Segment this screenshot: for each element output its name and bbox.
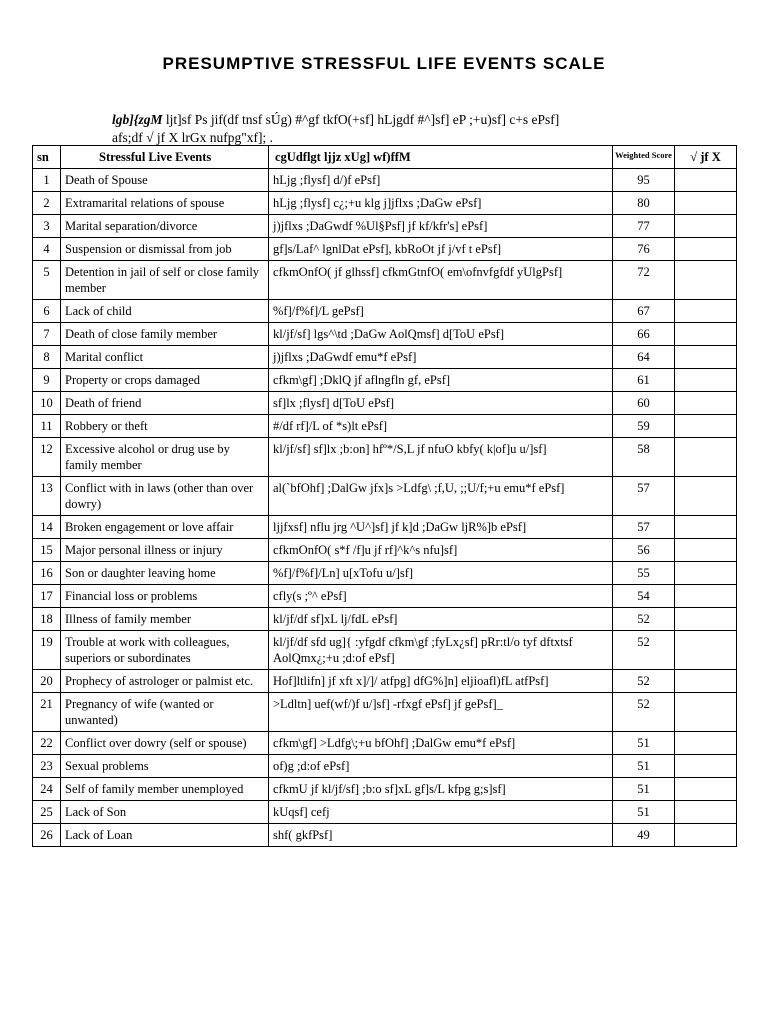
row-sn: 10	[33, 392, 61, 415]
row-event: Detention in jail of self or close family member	[61, 261, 269, 300]
row-weighted-score: 57	[613, 516, 675, 539]
row-weighted-score: 57	[613, 477, 675, 516]
row-check-cell[interactable]	[675, 631, 737, 670]
row-check-cell[interactable]	[675, 346, 737, 369]
row-event: Son or daughter leaving home	[61, 562, 269, 585]
table-row	[33, 477, 737, 516]
header-nepali: cgUdflgt ljjz xUg] wf)ffM	[269, 146, 613, 169]
row-nepali: %f]/f%f]/L gePsf]	[269, 300, 613, 323]
row-nepali: kl/jf/df sfd ug]{ :yfgdf cfkm\gf ;fyLx¿sf] pRr:tl/o tyf dftxtsf AolQmx¿;+u ;d:of ePsf]	[269, 631, 613, 670]
intro-line-1: ljt]sf Ps jif(df tnsf sÚg) #^gf tkfO(+sf] hLjgdf #^]sf] eP ;+u)sf] c+s ePsf]	[165, 112, 560, 127]
row-event: Self of family member unemployed	[61, 778, 269, 801]
row-sn: 14	[33, 516, 61, 539]
row-check-cell[interactable]	[675, 585, 737, 608]
header-weighted-score: Weighted Score	[613, 146, 675, 169]
row-nepali: kUqsf] cefj	[269, 801, 613, 824]
row-check-cell[interactable]	[675, 670, 737, 693]
row-sn: 24	[33, 778, 61, 801]
table-row	[33, 438, 737, 477]
row-weighted-score: 66	[613, 323, 675, 346]
row-nepali: cfkm\gf] >Ldfg\;+u bfOhf] ;DalGw emu*f ePsf]	[269, 732, 613, 755]
table-row	[33, 670, 737, 693]
row-weighted-score: 72	[613, 261, 675, 300]
row-sn: 3	[33, 215, 61, 238]
row-event: Pregnancy of wife (wanted or unwanted)	[61, 693, 269, 732]
row-weighted-score: 49	[613, 824, 675, 847]
row-nepali: kl/jf/df sf]xL lj/fdL ePsf]	[269, 608, 613, 631]
table-row	[33, 755, 737, 778]
row-nepali: sf]lx ;flysf] d[ToU ePsf]	[269, 392, 613, 415]
row-nepali: ljjfxsf] nflu jrg ^U^]sf] jf k]d ;DaGw ljR%]b ePsf]	[269, 516, 613, 539]
row-event: Marital conflict	[61, 346, 269, 369]
table-row	[33, 192, 737, 215]
row-sn: 22	[33, 732, 61, 755]
row-sn: 7	[33, 323, 61, 346]
row-event: Excessive alcohol or drug use by family member	[61, 438, 269, 477]
row-event: Broken engagement or love affair	[61, 516, 269, 539]
row-sn: 9	[33, 369, 61, 392]
row-event: Conflict with in laws (other than over dowry)	[61, 477, 269, 516]
row-check-cell[interactable]	[675, 693, 737, 732]
row-check-cell[interactable]	[675, 392, 737, 415]
row-event: Sexual problems	[61, 755, 269, 778]
row-sn: 2	[33, 192, 61, 215]
row-nepali: cfkmOnfO( s*f /f]u jf rf]^k^s nfu]sf]	[269, 539, 613, 562]
row-sn: 6	[33, 300, 61, 323]
row-check-cell[interactable]	[675, 369, 737, 392]
row-event: Death of close family member	[61, 323, 269, 346]
row-sn: 1	[33, 169, 61, 192]
row-check-cell[interactable]	[675, 192, 737, 215]
row-check-cell[interactable]	[675, 300, 737, 323]
row-sn: 21	[33, 693, 61, 732]
table-row	[33, 585, 737, 608]
row-sn: 25	[33, 801, 61, 824]
row-event: Lack of Son	[61, 801, 269, 824]
row-check-cell[interactable]	[675, 608, 737, 631]
row-event: Trouble at work with colleagues, superiors or subordinates	[61, 631, 269, 670]
table-row	[33, 824, 737, 847]
row-weighted-score: 76	[613, 238, 675, 261]
row-nepali: j)jflxs ;DaGwdf %Ul§Psf] jf kf/kfr's] ePsf]	[269, 215, 613, 238]
row-event: Extramarital relations of spouse	[61, 192, 269, 215]
row-sn: 20	[33, 670, 61, 693]
row-event: Lack of child	[61, 300, 269, 323]
row-nepali: gf]s/Laf^ lgnlDat ePsf], kbRoOt jf j/vf t ePsf]	[269, 238, 613, 261]
row-check-cell[interactable]	[675, 215, 737, 238]
table-row	[33, 631, 737, 670]
row-event: Major personal illness or injury	[61, 539, 269, 562]
table-row	[33, 539, 737, 562]
row-nepali: %f]/f%f]/Ln] u[xTofu u/]sf]	[269, 562, 613, 585]
row-weighted-score: 80	[613, 192, 675, 215]
row-weighted-score: 61	[613, 369, 675, 392]
row-event: Property or crops damaged	[61, 369, 269, 392]
row-check-cell[interactable]	[675, 778, 737, 801]
row-event: Financial loss or problems	[61, 585, 269, 608]
row-event: Lack of Loan	[61, 824, 269, 847]
row-nepali: cfkmOnfO( jf glhssf] cfkmGtnfO( em\ofnvfgfdf yUlgPsf]	[269, 261, 613, 300]
row-nepali: hLjg ;flysf] c¿;+u klg j]jflxs ;DaGw ePsf]	[269, 192, 613, 215]
row-check-cell[interactable]	[675, 732, 737, 755]
table-row	[33, 215, 737, 238]
row-nepali: #/df rf]/L of *s)lt ePsf]	[269, 415, 613, 438]
row-weighted-score: 58	[613, 438, 675, 477]
intro-lead: lgb]{zgM	[112, 112, 163, 127]
row-weighted-score: 60	[613, 392, 675, 415]
table-row	[33, 238, 737, 261]
header-sn: sn	[33, 146, 61, 169]
events-table	[32, 145, 737, 847]
row-sn: 26	[33, 824, 61, 847]
row-sn: 16	[33, 562, 61, 585]
row-weighted-score: 59	[613, 415, 675, 438]
row-sn: 15	[33, 539, 61, 562]
intro-text	[112, 111, 672, 147]
row-check-cell[interactable]	[675, 238, 737, 261]
row-weighted-score: 52	[613, 693, 675, 732]
header-row	[33, 146, 737, 169]
table-row	[33, 300, 737, 323]
table-row	[33, 323, 737, 346]
row-sn: 8	[33, 346, 61, 369]
row-weighted-score: 51	[613, 732, 675, 755]
row-weighted-score: 51	[613, 801, 675, 824]
row-nepali: hLjg ;flysf] d/)f ePsf]	[269, 169, 613, 192]
table-row	[33, 369, 737, 392]
row-sn: 13	[33, 477, 61, 516]
row-sn: 23	[33, 755, 61, 778]
table-row	[33, 801, 737, 824]
row-weighted-score: 55	[613, 562, 675, 585]
row-weighted-score: 52	[613, 631, 675, 670]
row-event: Death of Spouse	[61, 169, 269, 192]
header-check: √ jf X	[675, 146, 737, 169]
table-row	[33, 261, 737, 300]
row-weighted-score: 56	[613, 539, 675, 562]
row-event: Suspension or dismissal from job	[61, 238, 269, 261]
row-nepali: al(`bfOhf] ;DalGw jfx]s >Ldfg\ ;f,U, ;;U/f;+u emu*f ePsf]	[269, 477, 613, 516]
row-weighted-score: 67	[613, 300, 675, 323]
row-weighted-score: 64	[613, 346, 675, 369]
table-row	[33, 346, 737, 369]
table-row	[33, 608, 737, 631]
row-nepali: j)jflxs ;DaGwdf emu*f ePsf]	[269, 346, 613, 369]
row-sn: 4	[33, 238, 61, 261]
row-check-cell[interactable]	[675, 323, 737, 346]
row-sn: 19	[33, 631, 61, 670]
row-nepali: kl/jf/sf] sf]lx ;b:on] hfº*/S,L jf nfuO kbfy( k|of]u u/]sf]	[269, 438, 613, 477]
row-weighted-score: 54	[613, 585, 675, 608]
table-row	[33, 169, 737, 192]
table-row	[33, 562, 737, 585]
row-event: Death of friend	[61, 392, 269, 415]
intro-line-2: afs;df √ jf X lrGx nufpg"xf]; .	[112, 130, 274, 145]
row-event: Conflict over dowry (self or spouse)	[61, 732, 269, 755]
row-sn: 12	[33, 438, 61, 477]
row-check-cell[interactable]	[675, 562, 737, 585]
row-weighted-score: 51	[613, 778, 675, 801]
table-row	[33, 693, 737, 732]
row-check-cell[interactable]	[675, 438, 737, 477]
row-check-cell[interactable]	[675, 169, 737, 192]
row-event: Robbery or theft	[61, 415, 269, 438]
row-check-cell[interactable]	[675, 801, 737, 824]
row-check-cell[interactable]	[675, 261, 737, 300]
row-check-cell[interactable]	[675, 755, 737, 778]
table-row	[33, 516, 737, 539]
row-nepali: of)g ;d:of ePsf]	[269, 755, 613, 778]
page-title: PRESUMPTIVE STRESSFUL LIFE EVENTS SCALE	[162, 54, 606, 73]
row-nepali: Hof]ltlifn] jf xft x]/]/ atfpg] dfG%]n] eljioafl)fL atfPsf]	[269, 670, 613, 693]
row-check-cell[interactable]	[675, 539, 737, 562]
row-nepali: cfly(s ;º^ ePsf]	[269, 585, 613, 608]
row-nepali: kl/jf/sf] lgs^\td ;DaGw AolQmsf] d[ToU ePsf]	[269, 323, 613, 346]
table-row	[33, 732, 737, 755]
row-sn: 11	[33, 415, 61, 438]
row-event: Illness of family member	[61, 608, 269, 631]
row-check-cell[interactable]	[675, 516, 737, 539]
table-row	[33, 392, 737, 415]
row-weighted-score: 52	[613, 608, 675, 631]
row-weighted-score: 52	[613, 670, 675, 693]
row-sn: 17	[33, 585, 61, 608]
row-nepali: shf( gkfPsf]	[269, 824, 613, 847]
row-weighted-score: 51	[613, 755, 675, 778]
row-nepali: cfkm\gf] ;DklQ jf aflngfln gf, ePsf]	[269, 369, 613, 392]
row-sn: 18	[33, 608, 61, 631]
header-event: Stressful Live Events	[61, 146, 269, 169]
row-nepali: >Ldltn] uef(wf/)f u/]sf] -rfxgf ePsf] jf gePsf]_	[269, 693, 613, 732]
row-weighted-score: 95	[613, 169, 675, 192]
row-check-cell[interactable]	[675, 477, 737, 516]
row-weighted-score: 77	[613, 215, 675, 238]
row-event: Prophecy of astrologer or palmist etc.	[61, 670, 269, 693]
row-nepali: cfkmU jf kl/jf/sf] ;b:o sf]xL gf]s/L kfpg g;s]sf]	[269, 778, 613, 801]
row-sn: 5	[33, 261, 61, 300]
row-event: Marital separation/divorce	[61, 215, 269, 238]
table-row	[33, 415, 737, 438]
row-check-cell[interactable]	[675, 415, 737, 438]
row-check-cell[interactable]	[675, 824, 737, 847]
table-row	[33, 778, 737, 801]
